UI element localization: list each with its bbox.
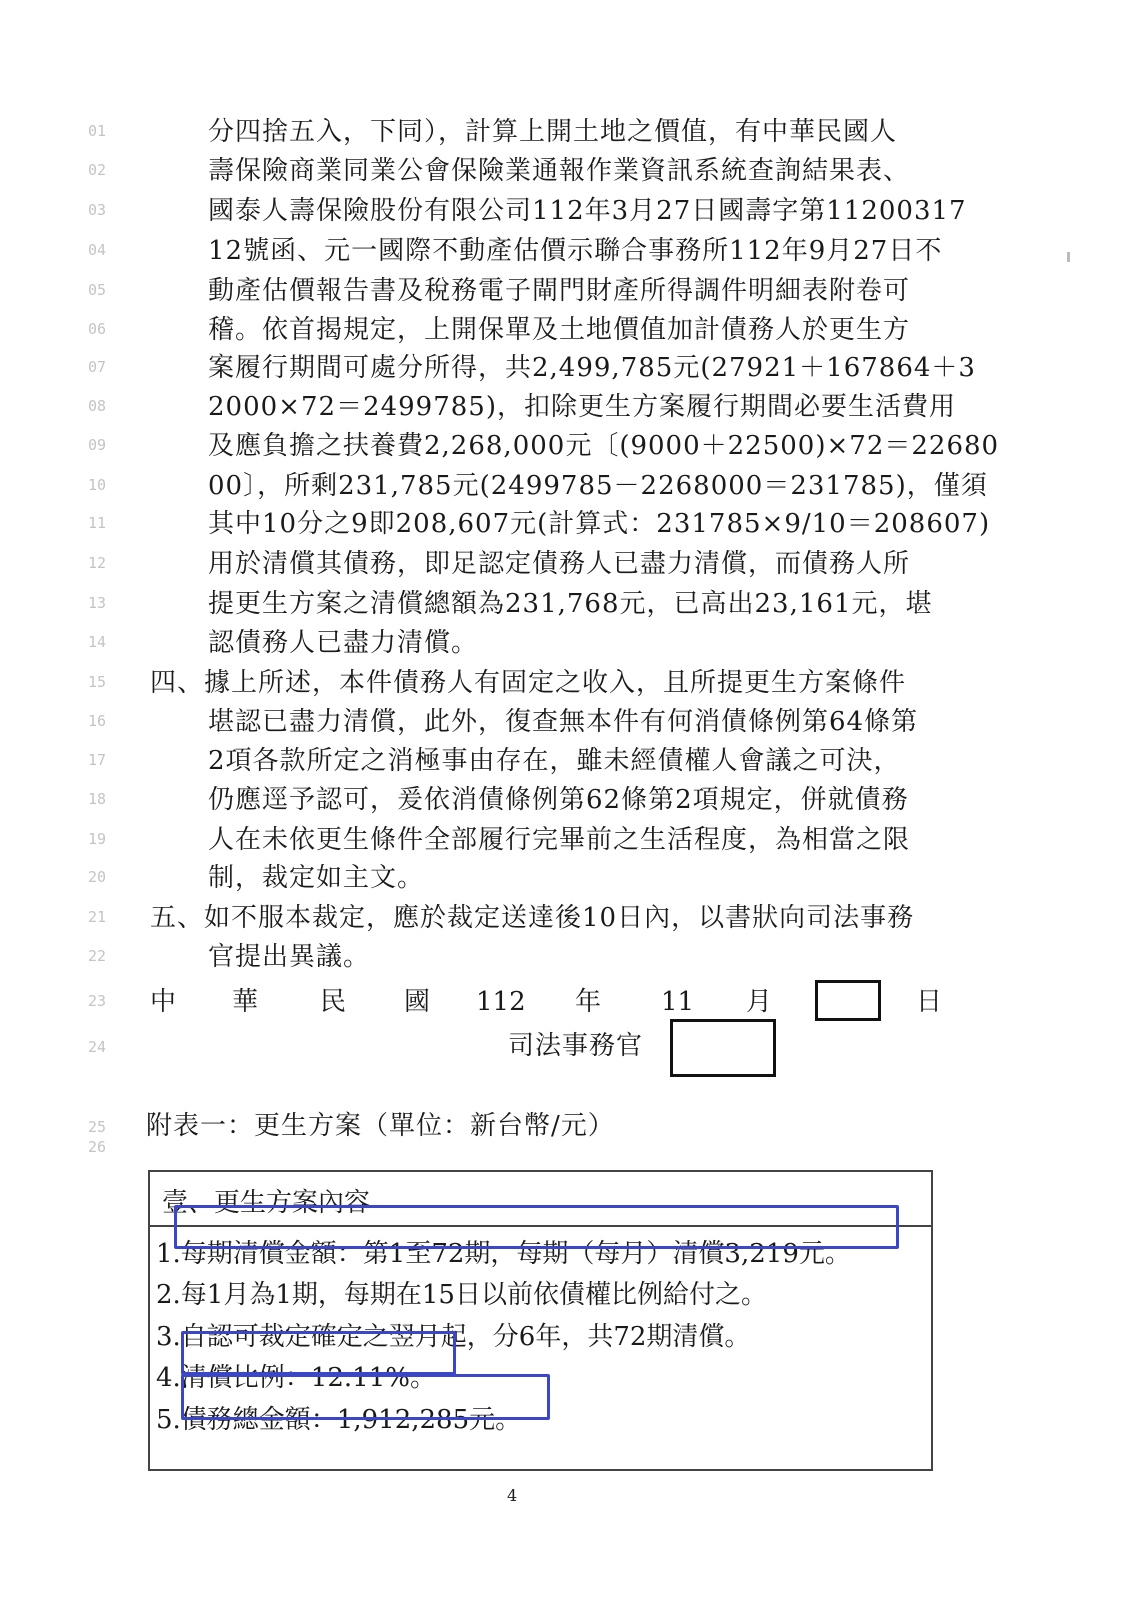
line-number: 21 — [88, 908, 107, 926]
line-number: 14 — [88, 633, 107, 651]
body-line: 壽保險商業同業公會保險業通報作業資訊系統查詢結果表、 — [208, 156, 911, 186]
line-number: 08 — [88, 397, 107, 415]
page-number: 4 — [507, 1486, 518, 1505]
line-number: 25 — [88, 1118, 107, 1136]
highlight-box-ratio — [181, 1331, 456, 1375]
line-number: 12 — [88, 554, 107, 572]
body-line: 2000×72＝2499785)，扣除更生方案履行期間必要生活費用 — [208, 392, 956, 422]
line-number: 19 — [88, 830, 107, 848]
line-number: 05 — [88, 281, 107, 299]
body-line: 動產估價報告書及稅務電子閘門財產所得調件明細表附卷可 — [208, 276, 911, 306]
line-number: 02 — [88, 161, 107, 179]
line-number: 17 — [88, 751, 107, 769]
line-number: 11 — [88, 514, 107, 532]
date-year: 112 — [476, 987, 526, 1017]
date-char: 中 — [150, 987, 177, 1017]
plan-item: 2.每1月為1期，每期在15日以前依債權比例給付之。 — [156, 1280, 767, 1310]
appendix-caption: 附表一：更生方案（單位：新台幣/元） — [146, 1111, 615, 1141]
body-line: 及應負擔之扶養費2,268,000元〔(9000＋22500)×72＝22680 — [208, 431, 1000, 461]
section-four-line: 2項各款所定之消極事由存在，雖未經債權人會議之可決， — [208, 746, 901, 776]
section-five-head: 五、如不服本裁定，應於裁定送達後10日內，以書狀向司法事務 — [150, 903, 915, 933]
section-four-line: 制，裁定如主文。 — [208, 863, 425, 893]
line-number: 01 — [88, 122, 107, 140]
table-header-text: 壹、更生方案內容 — [162, 1188, 371, 1218]
body-line: 其中10分之9即208,607元(計算式：231785×9/10＝208607) — [208, 509, 991, 539]
line-number: 18 — [88, 790, 107, 808]
body-line: 案履行期間可處分所得，共2,499,785元(27921＋167864＋3 — [208, 353, 976, 383]
line-number: 24 — [88, 1038, 107, 1056]
redacted-name-box — [670, 1019, 776, 1077]
date-month: 11 — [661, 987, 695, 1017]
body-line: 國泰人壽保險股份有限公司112年3月27日國壽字第11200317 — [208, 196, 967, 226]
line-number: 16 — [88, 712, 107, 730]
section-four-line: 堪認已盡力清償，此外，復查無本件有何消債條例第64條第 — [208, 707, 919, 737]
line-number: 13 — [88, 594, 107, 612]
line-number: 26 — [88, 1138, 107, 1156]
line-number: 20 — [88, 868, 107, 886]
body-line: 00〕，所剩231,785元(2499785－2268000＝231785)，僅須 — [208, 471, 988, 501]
date-char: 國 — [404, 987, 431, 1017]
line-number: 07 — [88, 358, 107, 376]
line-number: 22 — [88, 947, 107, 965]
body-line: 12號函、元一國際不動產估價示聯合事務所112年9月27日不 — [208, 236, 943, 266]
section-four-line: 人在未依更生條件全部履行完畢前之生活程度，為相當之限 — [208, 825, 911, 855]
line-number: 03 — [88, 201, 107, 219]
line-number: 23 — [88, 992, 107, 1010]
plan-item: 4.清償比例：12.11%。 — [156, 1363, 436, 1393]
line-number: 04 — [88, 241, 107, 259]
body-line: 稽。依首揭規定，上開保單及土地價值加計債務人於更生方 — [208, 315, 911, 345]
section-four-line: 仍應逕予認可，爰依消債條例第62條第2項規定，併就債務 — [208, 785, 909, 815]
redacted-day-box — [815, 980, 881, 1021]
line-number: 09 — [88, 436, 107, 454]
section-four-head: 四、據上所述，本件債務人有固定之收入，且所提更生方案條件 — [150, 668, 907, 698]
date-year-unit: 年 — [575, 987, 602, 1017]
scan-mark — [1067, 252, 1070, 262]
line-number: 10 — [88, 476, 107, 494]
line-number: 15 — [88, 673, 107, 691]
date-day-unit: 日 — [916, 987, 943, 1017]
body-line: 分四捨五入，下同），計算上開土地之價值，有中華民國人 — [208, 117, 898, 147]
highlight-box-total-debt — [181, 1374, 550, 1420]
body-line: 用於清償其債務，即足認定債務人已盡力清償，而債務人所 — [208, 549, 911, 579]
plan-item: 1.每期清償金額：第1至72期，每期（每月）清償3,219元。 — [156, 1239, 851, 1269]
date-char: 華 — [232, 987, 259, 1017]
plan-item: 5.債務總金額：1,912,285元。 — [156, 1405, 522, 1435]
line-number: 06 — [88, 320, 107, 338]
signature-title: 司法事務官 — [508, 1031, 644, 1061]
date-month-unit: 月 — [746, 987, 773, 1017]
highlight-box-payment — [174, 1205, 899, 1249]
section-five-line: 官提出異議。 — [208, 942, 371, 972]
date-char: 民 — [320, 987, 347, 1017]
plan-item: 3.自認可裁定確定之翌月起，分6年，共72期清償。 — [156, 1322, 751, 1352]
body-line: 認債務人已盡力清償。 — [208, 628, 479, 658]
body-line: 提更生方案之清償總額為231,768元，已高出23,161元，堪 — [208, 589, 933, 619]
